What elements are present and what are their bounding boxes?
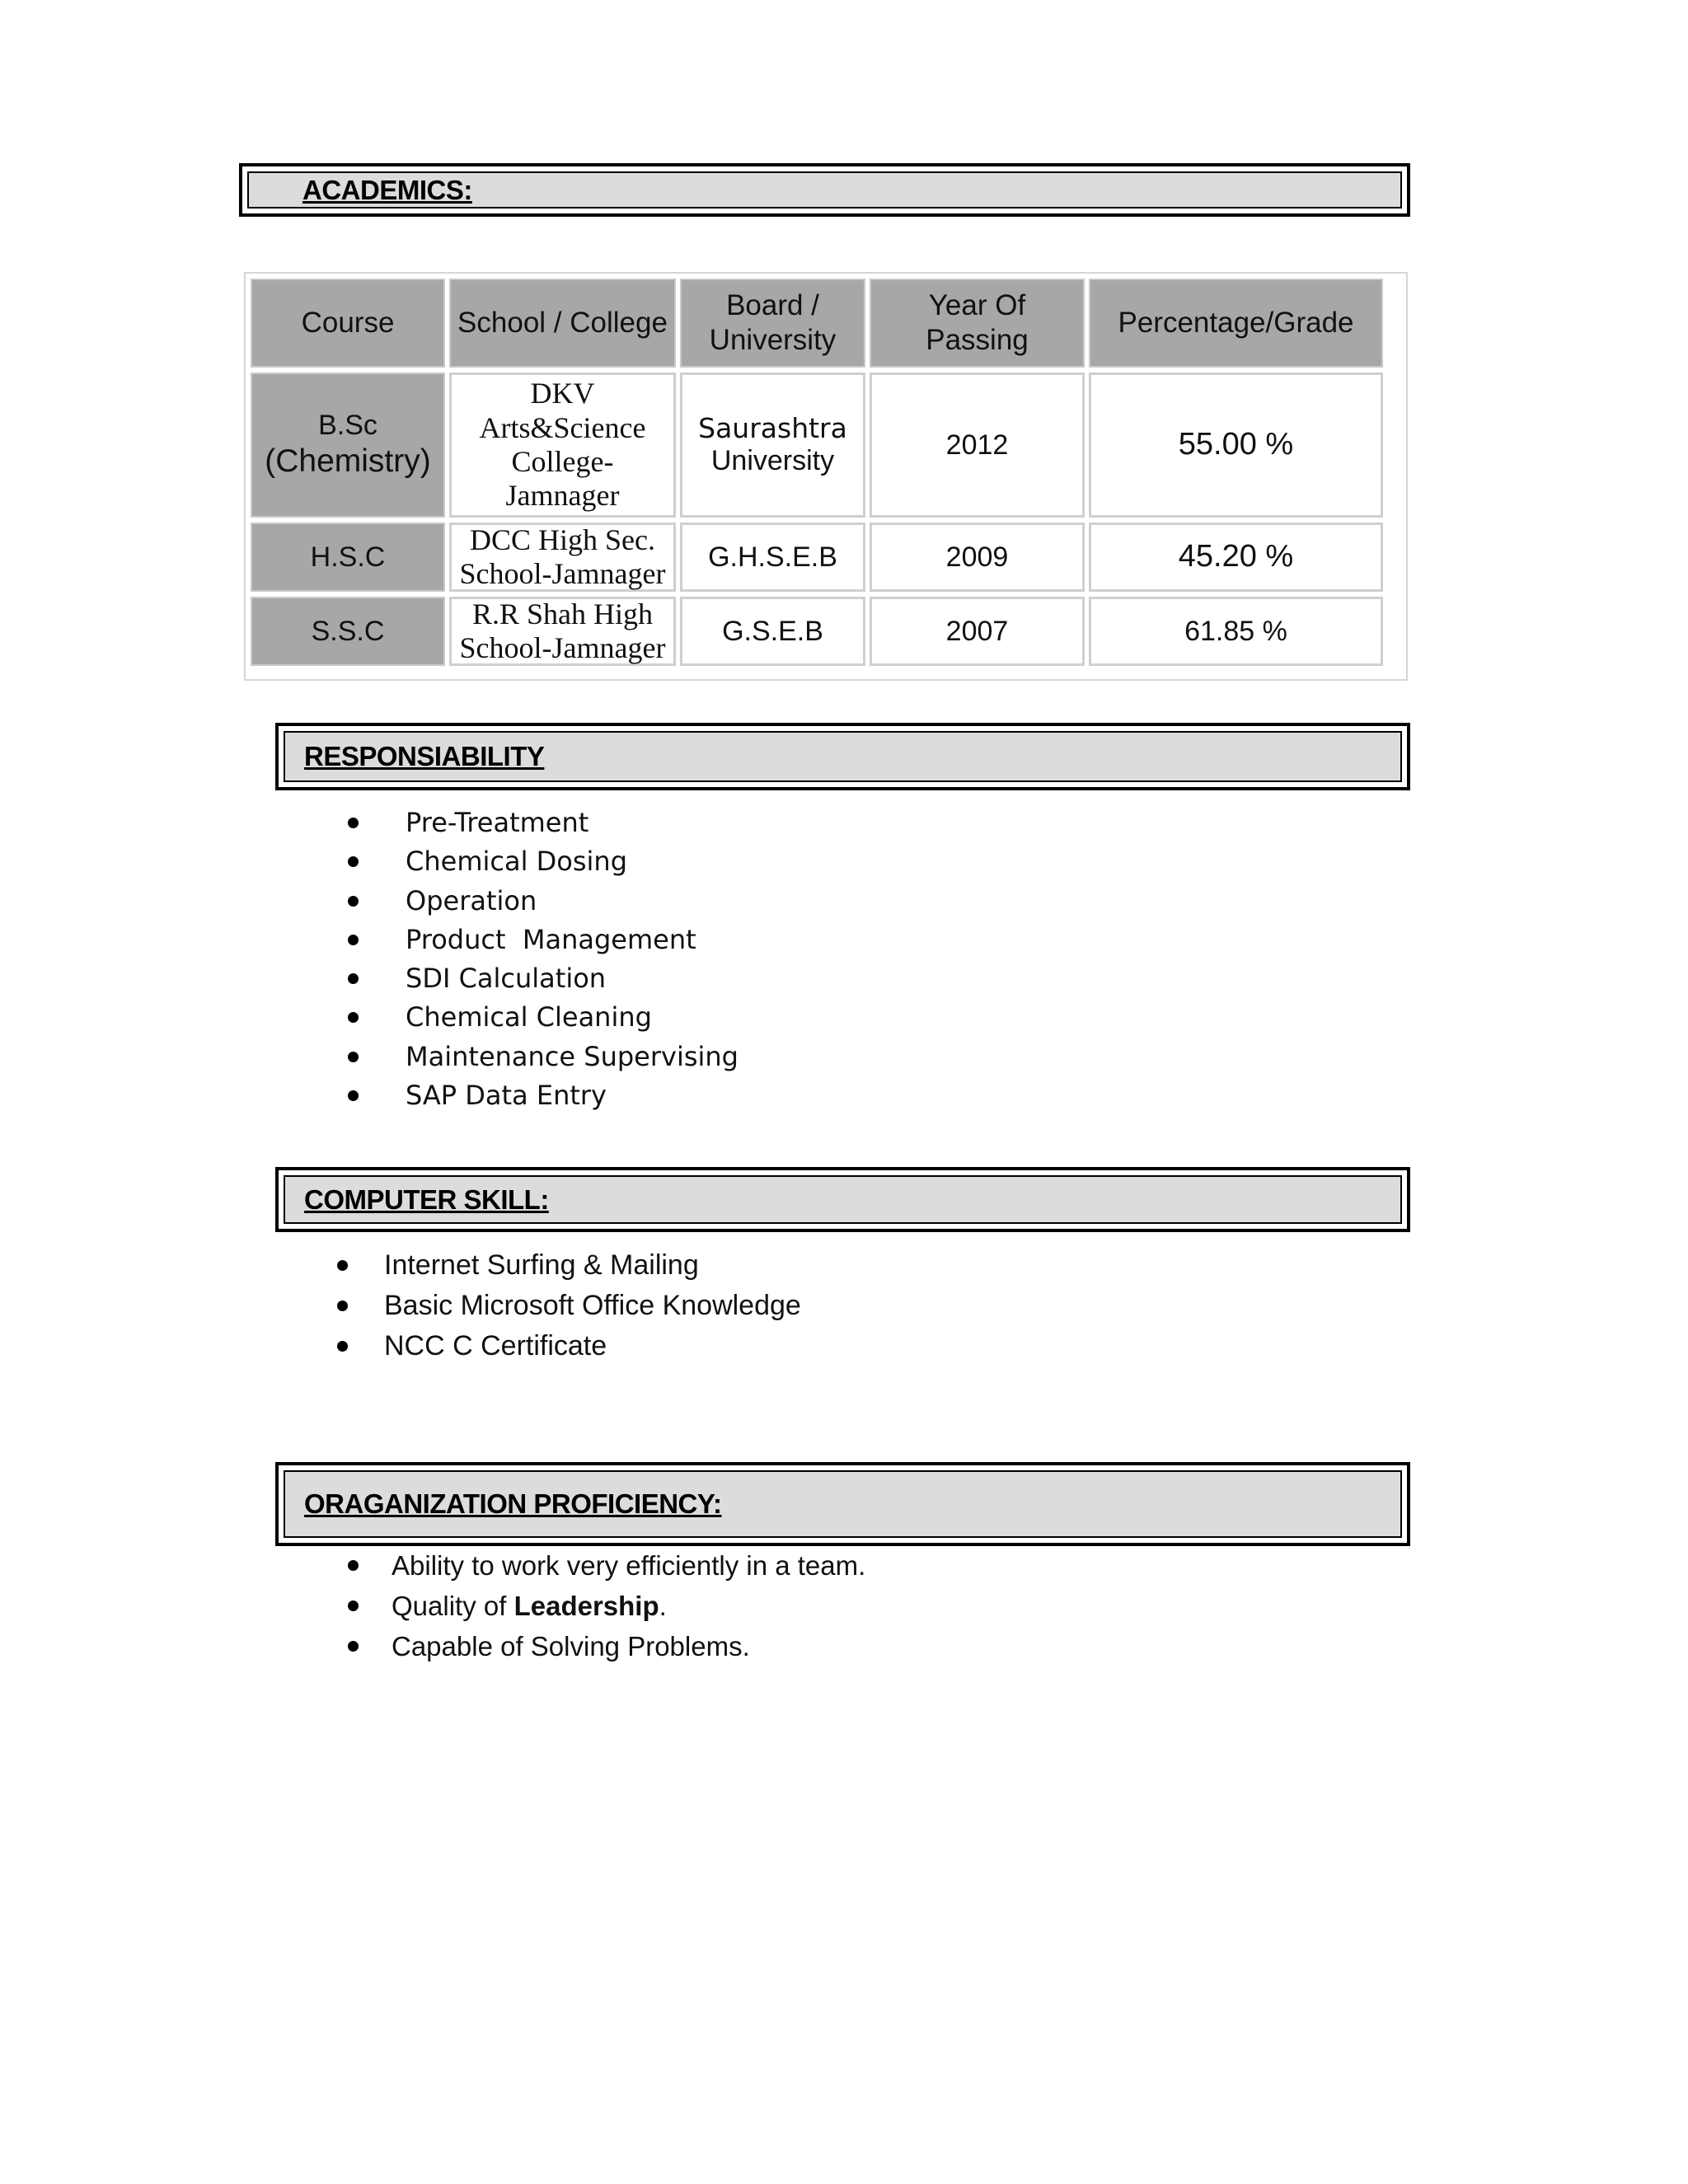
table-cell-school: R.R Shah High School-Jamnager xyxy=(449,597,676,666)
bullet-icon xyxy=(337,1301,348,1311)
list-item: Product Management xyxy=(348,921,738,959)
list-item: Operation xyxy=(348,882,738,921)
organization-title: ORAGANIZATION PROFICIENCY: xyxy=(304,1488,722,1519)
table-cell-year: 2012 xyxy=(870,373,1085,518)
list-item: SDI Calculation xyxy=(348,959,738,998)
bullet-icon xyxy=(348,935,359,945)
bullet-icon xyxy=(337,1341,348,1352)
responsibility-section-header xyxy=(275,723,1410,790)
academics-title: ACADEMICS: xyxy=(302,174,472,205)
organization-header-band xyxy=(284,1470,1402,1538)
bullet-icon xyxy=(348,1641,359,1652)
bullet-icon xyxy=(348,973,359,984)
table-header-course: Course xyxy=(251,279,445,368)
bullet-icon xyxy=(348,818,359,828)
responsibility-header-band xyxy=(284,731,1402,782)
table-cell-grade: 55.00 % xyxy=(1089,373,1383,518)
table-cell-year: 2007 xyxy=(870,597,1085,666)
list-item: SAP Data Entry xyxy=(348,1076,738,1115)
table-cell-board: G.H.S.E.B xyxy=(680,523,865,592)
academics-table xyxy=(244,272,1408,681)
table-cell-school: DKV Arts&Science College- Jamnager xyxy=(449,373,676,518)
list-item: Quality of Leadership. xyxy=(348,1586,865,1626)
leadership-emphasis: Leadership xyxy=(513,1591,659,1621)
bullet-icon xyxy=(348,1052,359,1062)
bullet-icon xyxy=(348,1601,359,1611)
table-header-school: School / College xyxy=(449,279,676,368)
computer-skill-list xyxy=(337,1245,801,1366)
table-cell-year: 2009 xyxy=(870,523,1085,592)
table-header-board: Board / University xyxy=(680,279,865,368)
table-cell-course: S.S.C xyxy=(251,597,445,666)
list-item: Ability to work very efficiently in a team. xyxy=(348,1545,865,1586)
list-item: Pre-Treatment xyxy=(348,804,738,842)
bullet-icon xyxy=(348,1012,359,1023)
list-item: Chemical Cleaning xyxy=(348,998,738,1037)
table-cell-board: Saurashtra University xyxy=(680,373,865,518)
bullet-icon xyxy=(337,1260,348,1271)
list-item: Basic Microsoft Office Knowledge xyxy=(337,1286,801,1326)
bullet-icon xyxy=(348,1090,359,1101)
table-cell-grade: 61.85 % xyxy=(1089,597,1383,666)
list-item: Maintenance Supervising xyxy=(348,1038,738,1076)
list-item: NCC C Certificate xyxy=(337,1326,801,1366)
list-item: Chemical Dosing xyxy=(348,842,738,881)
computer-skill-title: COMPUTER SKILL: xyxy=(304,1183,549,1215)
table-cell-grade: 45.20 % xyxy=(1089,523,1383,592)
bullet-icon xyxy=(348,1560,359,1571)
table-cell-course: H.S.C xyxy=(251,523,445,592)
list-item: Internet Surfing & Mailing xyxy=(337,1245,801,1286)
bullet-icon xyxy=(348,896,359,907)
table-cell-board: G.S.E.B xyxy=(680,597,865,666)
organization-list xyxy=(348,1545,865,1666)
list-item: Capable of Solving Problems. xyxy=(348,1626,865,1666)
organization-section-header xyxy=(275,1462,1410,1546)
academics-header-band xyxy=(247,171,1402,209)
table-header-grade: Percentage/Grade xyxy=(1089,279,1383,368)
responsibility-list xyxy=(348,804,738,1115)
table-cell-school: DCC High Sec. School-Jamnager xyxy=(449,523,676,592)
computer-skill-section-header xyxy=(275,1167,1410,1232)
bullet-icon xyxy=(348,856,359,867)
table-header-year: Year Of Passing xyxy=(870,279,1085,368)
computer-skill-header-band xyxy=(284,1175,1402,1224)
table-cell-course: B.Sc (Chemistry) xyxy=(251,373,445,518)
responsibility-title: RESPONSIABILITY xyxy=(304,741,545,771)
academics-section-header xyxy=(239,163,1410,217)
